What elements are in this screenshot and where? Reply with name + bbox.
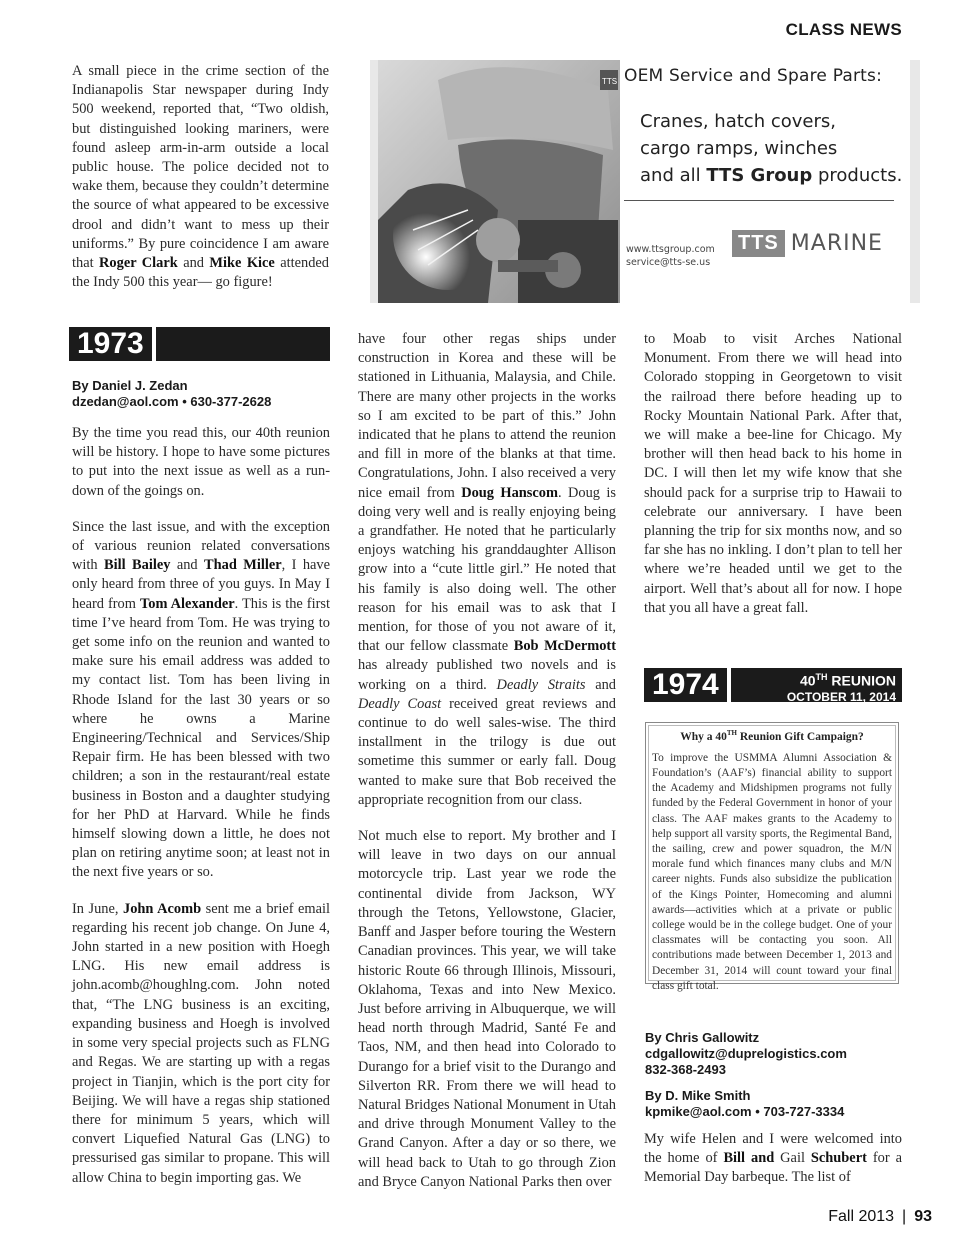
gift-campaign-title: Why a 40TH Reunion Gift Campaign? (680, 729, 864, 743)
ad-contact (626, 243, 715, 269)
byline-contact: kpmike@aol.com • 703-727-3334 (645, 1104, 845, 1119)
gift-campaign-body: To improve the USMMA Alumni Association & Foundation’s (AAF’s) financial ability to support the Academy and Midshipmen programs not fully funded by the Federal Government in honor of your class. The AAF makes grants to the Academy to help support all varsity sports, the Regimental Band, the sailing, crew and power squadron, the M/N morale fund which finances many clubs and M/N career nights. Funds also subsidize the publication of the Kings Pointer, Homecoming and alumni awards—activities which at a private or public college would be in the college budget. One of your classmates will be contacting you soon. All contributions made between December 1, 2013 and December 31, 2014 will count toward your final class gift total. (652, 751, 892, 992)
book-title: Deadly Coast (358, 695, 442, 712)
paragraph-continued: to Moab to visit Arches National Monument. From there we will head into Colorado stopping in Georgetown to visit the railroad there before heading up to Rocky Mountain National Park. After that, we will make a bee-line for Chicago. My brother will then head back to his home in DC. I will then let my wife know that she should pack for a surprise trip to Hawaii to celebrate our anniversary. I have been planning the trip for six months now, and so far she has no inkling. I don’t plan to tell her where we’re headed until we get to the airport. Well that’s about all for now. I hope that you all have a great fall. (644, 331, 902, 616)
class-year-1973: 1973 (69, 327, 152, 361)
ad-description: Cranes, hatch covers, cargo ramps, winches and all TTS Group products. (640, 111, 903, 186)
name-john-acomb: John Acomb (123, 900, 202, 917)
class-1973-column-1 (72, 424, 330, 1188)
paragraph-start: In June, John Acomb sent me a brief email regarding his recent job change. On June 4, John started in a new position with Hoegh LNG. His new email address is john.acomb@houghlng.com. John noted that, “The LNG business is an exciting, expanding business and Hoegh is involved in some very special projects such as FLNG and Regas. We are starting up with a regas project in Tianjin, which is the port city for Beijing. We will have a regas ship stationed there for minimum 5 years, which will convert Liquefied Natural Gas (LNG) to pressurised gas similar to propane. This will allow China to begin importing gas. We (72, 900, 330, 1186)
p3-continued: sent me a brief email regarding his recent job change. On June 4, John started in a new position with Hoegh LNG. His new email address is john.acomb@houghlng.com. John noted that, “The LNG business is an exciting, expanding business and Hoegh is involved in some very special projects such as FLNG and Regas. We are starting up with a regas project in Tianjin, which is the port city for Beijing. We will have a regas ship stationed there for minimum 5 years, which will convert Liquefied Natural Gas (LNG) to pressurised gas similar to propane. This will allow China to begin importing gas. We (72, 900, 330, 1186)
byline-contact: dzedan@aol.com • 630-377-2628 (72, 394, 272, 409)
intro-article (72, 62, 329, 309)
name-tom-alexander: Tom Alexander (139, 595, 235, 612)
reunion-notice: 40TH REUNION OCTOBER 11, 2014 (731, 668, 902, 702)
gift-campaign-box (645, 722, 899, 992)
paragraph-start: Not much else to report. My brother and I will leave in two days on our annual motorcycle trip. Last year we rode the continental divide from Jackson, WY through the Tetons, Yellowstone, Glacier, Banff and Jasper before touring the Western Canadian provinces. This year, we will take historic Route 66 through Illinois, Missouri, Oklahoma, Texas and into New Mexico. Just before arriving in Albuquerque, we will head north through Madrid, Santé Fe and Taos, NM, and then head into Colorado to Durango for a brief visit to the Durango and Silverton RR. From there we will head to Natural Bridges National Monument in Utah and drive through Monument Valley to the Grand Canyon. After a day or so there, we will head back to Utah to go through Zion and Bryce Canyon National Parks then over (358, 828, 616, 1190)
banner-fill (156, 327, 330, 361)
paragraph: My wife Helen and I were welcomed into the home of Bill and Gail Schubert for a Memorial Day barbeque. The list of (644, 1131, 902, 1186)
byline-1973 (72, 378, 271, 410)
book-title: Deadly Straits (496, 676, 586, 693)
name-schubert: Schubert (810, 1150, 867, 1167)
ad-title: OEM Service and Spare Parts: (624, 66, 883, 86)
ad-photo-worker (378, 60, 620, 303)
paragraph: By the time you read this, our 40th reunion will be history. I hope to have some pictures to put into the next issue as well as a run-down of the goings on. (72, 425, 330, 499)
byline-1974-smith (645, 1088, 844, 1120)
paragraph: Since the last issue, and with the exception of various reunion related conversations with Bill Bailey and Thad Miller, I have only heard from three of you guys. In May I heard from Tom Alexander. This is the first time I’ve heard from Tom. He was trying to get some info on the reunion and wanted to make sure his email address was added to my contact list. Tom has been living in Rhode Island for the last 30 years or so where he owns a Marine Engineering/Technical and Services/Ship Repair firm. He has been blessed with two children; a son in the restaurant/real estate business in Boston and a daughter studying for her PhD at Harvard. While he finds himself slowing down a little, he does not plan on retiring anytime soon; at least not in the next five years or so. (72, 518, 330, 881)
byline-author: By Daniel J. Zedan (72, 378, 188, 393)
name-bill-bailey: Bill Bailey (104, 557, 171, 574)
ad-email: service@tts-se.us (626, 257, 711, 268)
name-roger-clark: Roger Clark (99, 255, 178, 272)
name-mike-kice: Mike Kice (209, 255, 275, 272)
paragraph-continued: have four other regas ships under construction in Korea and these will be stationed in Lithuania, Malaysia, and Chile. There are many other projects in the works so I am excited to be part of this.” John indicated that he plans to attend the reunion and fill in more of the blanks at that time. Congratulations, John. I also received a very nice email from Doug Hanscom. Doug is doing very well and is really enjoying being a grandfather. He noted that he particularly enjoys watching his granddaughter Allison grow into a “cute little girl.” He noted that his family is also doing well. The other reason for his email was to ask that I mention, for those of you not aware of it, that our fellow classmate Bob McDermott has already published two novels and is working on a third. Deadly Straits and Deadly Coast received great reviews and continue to do well sales-wise. The third installment in the trilogy is due out sometime this summer or early fall. Doug wanted to make sure that Bob received the appropriate recognition from our class. (358, 331, 616, 808)
byline-author: By Chris Gallowitz (645, 1030, 760, 1045)
section-header: CLASS NEWS (785, 20, 902, 39)
ad-website: www.ttsgroup.com (626, 244, 715, 255)
name-bob-mcdermott: Bob McDermott (513, 638, 616, 655)
reunion-date: OCTOBER 11, 2014 (786, 689, 896, 704)
worker-photo-illustration (378, 60, 620, 303)
ad-divider (624, 200, 894, 201)
class-1973-banner (69, 327, 330, 361)
tts-logo-mark: TTS (732, 230, 785, 257)
class-1973-column-2 (358, 330, 616, 1192)
byline-1974-gallowitz (645, 1030, 847, 1078)
class-1973-column-3 (644, 330, 902, 618)
tts-advertisement (370, 60, 920, 303)
name-doug-hanscom: Doug Hanscom (461, 484, 558, 501)
page-footer (828, 1208, 932, 1226)
name-bill-and: Bill and (723, 1150, 775, 1167)
class-1974-banner (644, 668, 902, 702)
class-year-1974: 1974 (644, 668, 727, 702)
issue-label: Fall 2013 (828, 1208, 895, 1225)
byline-author: By D. Mike Smith (645, 1088, 751, 1103)
footer-separator: | (902, 1208, 907, 1225)
byline-email: cdgallowitz@duprelogistics.com (645, 1046, 847, 1061)
page-number: 93 (914, 1208, 932, 1225)
byline-phone: 832-368-2493 (645, 1062, 726, 1077)
intro-paragraph: A small piece in the crime section of the Indianapolis Star newspaper during Indy 500 weekend, reported that, “Two oldish, but distinguished looking mariners, were found asleep arm-in-arm outside a local public house. The police decided not to wake them, because they couldn’t determine the source of what appeared to be excessive drool and didn’t want to mess up their uniforms.” By pure coincidence I am aware that Roger Clark and Mike Kice attended the Indy 500 this year— go figure! (72, 63, 329, 291)
tts-marine-logo (732, 230, 883, 257)
tts-logo-word: MARINE (790, 231, 883, 256)
name-thad-miller: Thad Miller (204, 557, 282, 574)
ad-text-panel (620, 60, 910, 303)
class-1974-column (644, 1130, 902, 1188)
hat-logo: TTS (602, 77, 618, 86)
